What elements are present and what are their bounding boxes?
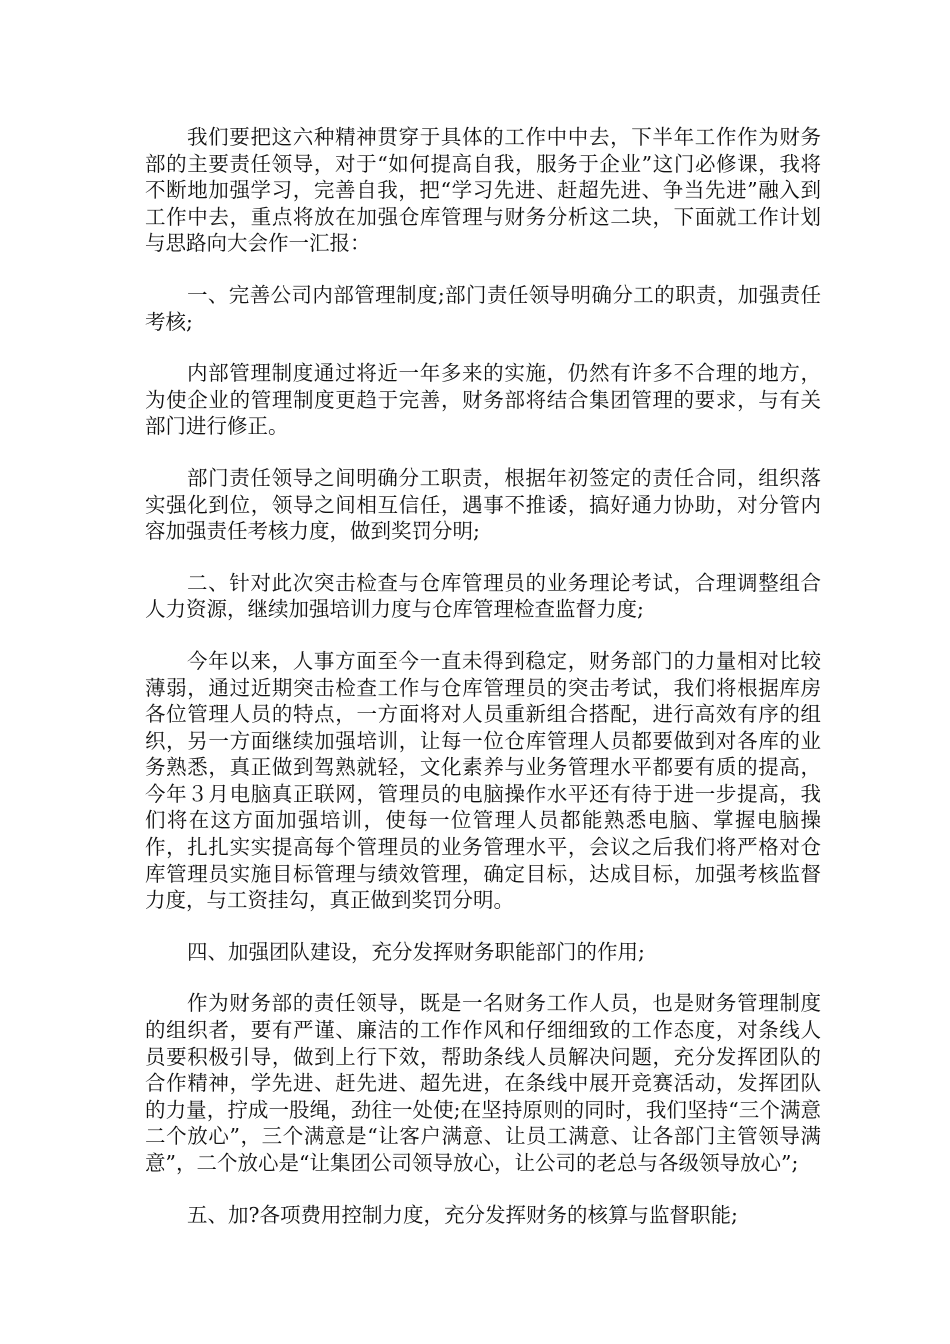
document-body: [145, 124, 821, 1253]
paragraph-section-four-heading: 四、加强团队建设，充分发挥财务职能部门的作用;: [187, 939, 645, 964]
paragraph-personnel-training: 今年以来，人事方面至今一直未得到稳定，财务部门的力量相对比较薄弱，通过近期突击检查工作与仓库管理员的突击考试，我们将根据库房各位管理人员的特点，一方面将对人员重新组合搭配，进行高效有序的组织，另一方面继续加强培训，让每一位仓库管理人员都要做到对各库的业务熟悉，真正做到驾熟就轻，文化素养与业务管理水平都要有质的提高，今年３月电脑真正联网，管理员的电脑操作水平还有待于进一步提高，我们将在这方面加强培训，使每一位管理人员都能熟悉电脑、掌握电脑操作，扎扎实实提高每个管理员的业务管理水平，会议之后我们将严格对仓库管理员实施目标管理与绩效管理，确定目标，达成目标，加强考核监督力度，与工资挂勾，真正做到奖罚分明。: [145, 648, 821, 913]
paragraph-section-five-heading: 五、加?各项费用控制力度，充分发挥财务的核算与监督职能;: [187, 1202, 738, 1227]
paragraph-section-one-heading: 一、完善公司内部管理制度;部门责任领导明确分工的职责，加强责任考核;: [145, 282, 821, 334]
paragraph-team-building: 作为财务部的责任领导，既是一名财务工作人员，也是财务管理制度的组织者，要有严谨、廉洁的工作作风和仔细细致的工作态度，对条线人员要积极引导，做到上行下效，帮助条线人员解决问题，充分发挥团队的合作精神，学先进、赶先进、超先进，在条线中展开竞赛活动，发挥团队的力量，拧成一股绳，劲往一处使;在坚持原则的同时，我们坚持“三个满意二个放心”，三个满意是“让客户满意、让员工满意、让各部门主管领导满意”，二个放心是“让集团公司领导放心，让公司的老总与各级领导放心”;: [145, 991, 821, 1175]
paragraph-section-two-heading: 二、针对此次突击检查与仓库管理员的业务理论考试，合理调整组合人力资源，继续加强培训力度与仓库管理检查监督力度;: [145, 570, 821, 622]
paragraph-intro: 我们要把这六种精神贯穿于具体的工作中中去，下半年工作作为财务部的主要责任领导，对于“如何提高自我，服务于企业”这门必修课，我将不断地加强学习，完善自我，把“学习先进、赶超先进、争当先进”融入到工作中去，重点将放在加强仓库管理与财务分析这二块，下面就工作计划与思路向大会作一汇报：: [145, 125, 821, 256]
paragraph-responsibility-division: 部门责任领导之间明确分工职责，根据年初签定的责任合同，组织落实强化到位，领导之间相互信任，遇事不推诿，搞好通力协助，对分管内容加强责任考核力度，做到奖罚分明;: [145, 465, 821, 544]
paragraph-internal-management: 内部管理制度通过将近一年多来的实施，仍然有许多不合理的地方，为使企业的管理制度更趋于完善，财务部将结合集团管理的要求，与有关部门进行修正。: [145, 361, 821, 439]
